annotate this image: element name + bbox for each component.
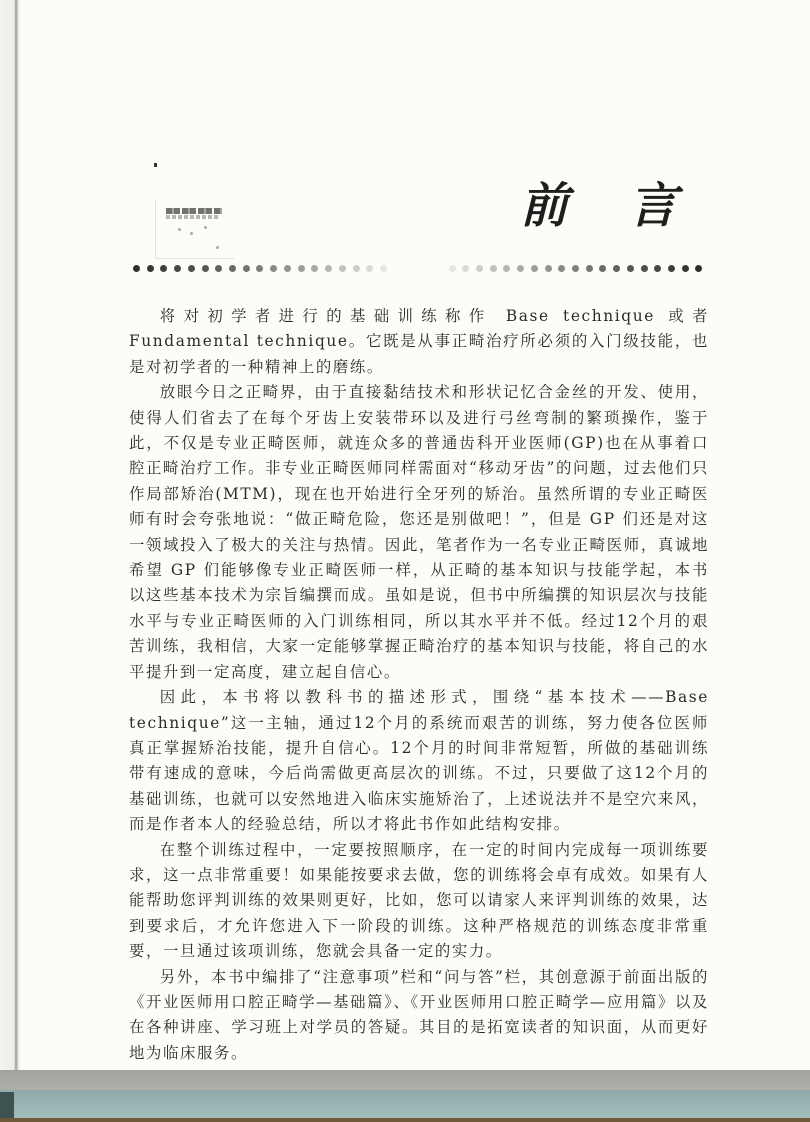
paragraph: 因此，本书将以教科书的描述形式，围绕“基本技术——Base technique”这一主轴，通过12个月的系统而艰苦的训练，努力使各位医师真正掌握矫治技能，提升自信心。12个月的时间非常短暂，所做的基础训练带有速成的意味，今后尚需做更高层次的训练。不过，只要做了这12个月的基础训练，也就可以安然地进入临床实施矫治了，上述说法并不是空穴来风，而是作者本人的经验总结，所以才将此书作如此结构安排。 [129,688,709,834]
scanner-bottom-edge [0,1118,810,1122]
figure-speck [216,246,219,249]
figure-subheader-marks [166,215,218,219]
divider-dot [586,265,593,272]
figure-speck [178,228,181,231]
page-title: 前 言 [520,178,699,234]
preface-body [129,304,709,1066]
divider-dot [421,265,428,272]
divider-dot [202,265,209,272]
divider-dot [160,265,167,272]
divider-dot [366,265,373,272]
paragraph: 另外，本书中编排了“注意事项”栏和“问与答”栏，其创意源于前面出版的《开业医师用口腔正畸学—基础篇》、《开业医师用口腔正畸学—应用篇》以及在各种讲座、学习班上对学员的答疑。其目的是拓宽读者的知识面，从而更好地为临床服务。 [129,967,709,1062]
divider-dot [353,265,360,272]
divider-dot [503,265,510,272]
figure-header-marks [166,208,222,214]
divider-dot [229,265,236,272]
scanner-edge-grey [0,1070,810,1090]
faded-figure-thumbnail [155,200,234,259]
divider-dot [380,265,387,272]
divider-dot [284,265,291,272]
divider-dot [339,265,346,272]
paragraph: 放眼今日之正畸界，由于直接黏结技术和形状记忆合金丝的开发、使用，使得人们省去了在每个牙齿上安装带环以及进行弓丝弯制的繁琐操作，鉴于此，不仅是专业正畸医师，就连众多的普通齿科开业医师(GP)也在从事着口腔正畸治疗工作。非专业正畸医师同样需面对“移动牙齿”的问题，过去他们只作局部矫治(MTM)，现在也开始进行全牙列的矫治。虽然所谓的专业正畸医师有时会夸张地说：“做正畸危险，您还是别做吧！”，但是 GP 们还是对这一领域投入了极大的关注与热情。因此，笔者作为一名专业正畸医师，真诚地希望 GP 们能够像专业正畸医师一样，从正畸的基本知识与技能学起，本书以这些基本技术为宗旨编撰而成。虽如是说，但书中所编撰的知识层次与技能水平与专业正畸医师的入门训练相同，所以其水平并不低。经过12个月的艰苦训练，我相信，大家一定能够掌握正畸治疗的基本知识与技能，将自己的水平提升到一定高度，建立起自信心。 [129,383,709,681]
divider-dot [476,265,483,272]
book-binding-shadow [0,0,20,1090]
divider-dot [490,265,497,272]
divider-dot [298,265,305,272]
divider-dot [174,265,181,272]
divider-dot [311,265,318,272]
paragraph: 在整个训练过程中，一定要按照顺序，在一定的时间内完成每一项训练要求，这一点非常重要！如果能按要求去做，您的训练将会卓有成效。如果有人能帮助您评判训练的效果则更好，比如，您可以请家人来评判训练的效果，达到要求后，才允许您进入下一阶段的训练。这种严格规范的训练态度非常重要，一旦通过该项训练，您就会具备一定的实力。 [129,840,709,961]
divider-dot [531,265,538,272]
divider-dot [682,265,689,272]
divider-dot [449,265,456,272]
divider-dot [256,265,263,272]
divider-dot [641,265,648,272]
print-speck [154,163,157,167]
divider-dot [654,265,661,272]
figure-speck [204,226,207,229]
divider-dot [627,265,634,272]
paragraph: 将对初学者进行的基础训练称作 Base technique 或者 Fundamental technique。它既是从事正畸治疗所必须的入门级技能，也是对初学者的一种精神上的磨练。 [129,307,709,376]
divider-dot [133,265,140,272]
dotted-divider [133,262,703,274]
scanner-edge-teal [0,1090,810,1118]
divider-dot [215,265,222,272]
divider-dot [325,265,332,272]
divider-dot [394,265,401,272]
divider-dot [599,265,606,272]
divider-dot [558,265,565,272]
divider-dot [407,265,414,272]
divider-dot [572,265,579,272]
divider-dot [188,265,195,272]
divider-dot [243,265,250,272]
divider-dot [147,265,154,272]
figure-speck [190,232,193,235]
divider-dot [270,265,277,272]
divider-dot [695,265,702,272]
divider-dot [435,265,442,272]
divider-dot [462,265,469,272]
divider-dot [517,265,524,272]
divider-dot [613,265,620,272]
divider-dot [668,265,675,272]
divider-dot [545,265,552,272]
